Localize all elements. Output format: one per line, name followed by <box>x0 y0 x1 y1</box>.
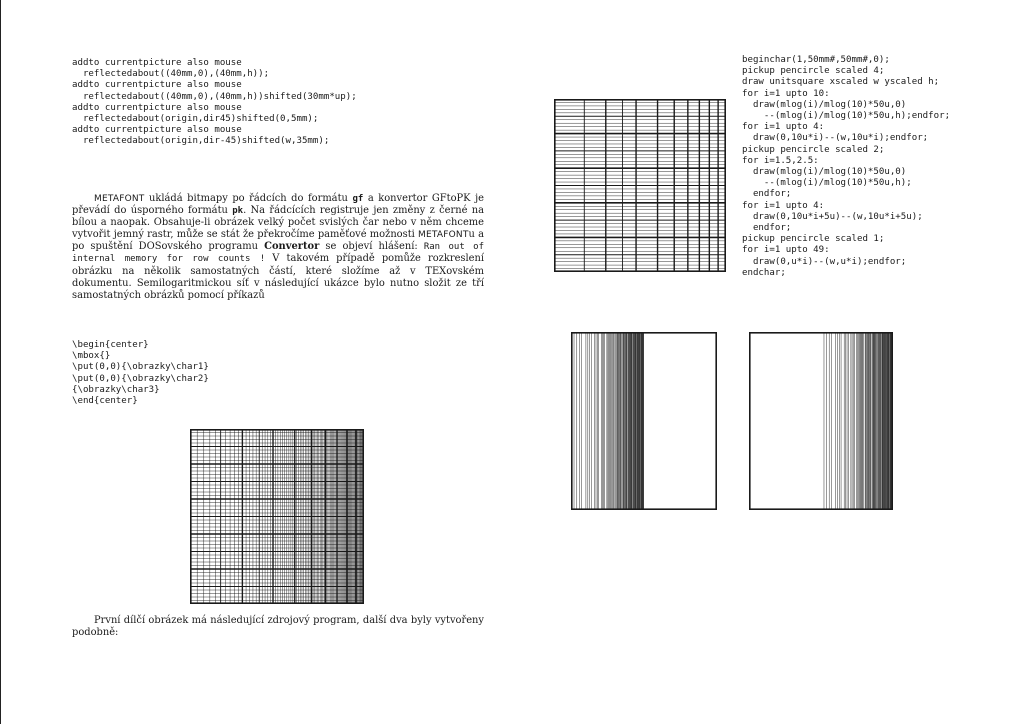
code-block-beginchar: beginchar(1,50mm#,50mm#,0); pickup pencircle scaled 4; draw unitsquare xscaled w yscaled h; for i=1 upto 10: draw(mlog(i)/mlog(10)*50u,0) --(mlog(i)/mlog(10)*50u,h);endfor; for i=1 upto 4: draw(0,10u*i)--(w,10u*i);endfor; pickup pencircle scaled 2; for i=1.5,2.5: draw(mlog(i)/mlog(10)*50u,0) --(mlog(i)/mlog(10)*50u,h); endfor; for i=1 upto 4: draw(0,10u*i+5u)--(w,10u*i+5u); endfor; pickup pencircle scaled 1; for i=1 upto 49: draw(0,u*i)--(w,u*i);endfor; endchar; <box>742 55 951 278</box>
page-left-border <box>0 0 1 724</box>
paragraph-metafont: METAFONT ukládá bitmapy po řádcích do formátu gf a konvertor GFtoPK je převádí do úsporného formátu pk. Na řádcících registruje jen změny z černé na bílou a naopak. Obsahuje-li obrázek velký počet svislých čar nebo v něm chceme vytvořit jemný rastr, může se stát že překročíme paměťové možnosti METAFONTu a po spuštění DOSovského programu Convertor se objeví hlášení: Ran out of internal memory for row counts ! V takovém případě pomůže rozkreslení obrázku na několik samostatných částí, které složíme až v TEXovském dokumentu. Semilogaritmickou síť v následující ukázce bylo nutno složit ze tří samostatných obrázků pomocí příkazů <box>72 193 484 301</box>
grid-frame <box>572 333 716 509</box>
semilog-grid-char2 <box>571 332 717 510</box>
semilog-grid-combined <box>190 429 364 604</box>
code-block-tex: \begin{center} \mbox{} \put(0,0){\obrazky\char1} \put(0,0){\obrazky\char2} {\obrazky\char3} \end{center} <box>72 340 209 407</box>
semilog-grid-char3 <box>749 332 893 510</box>
paragraph-first-image: První dílčí obrázek má následující zdrojový program, další dva byly vytvořeny podobně: <box>72 615 484 639</box>
code-block-addto: addto currentpicture also mouse reflectedabout((40mm,0),(40mm,h)); addto currentpicture also mouse reflectedabout((40mm,0),(40mm,h))shifted(30mm*up); addto currentpicture also mouse reflectedabout(origin,dir45)shifted(0,5mm); addto currentpicture also mouse reflectedabout(origin,dir-45)shifted(w,35mm); <box>72 58 357 147</box>
semilog-grid-char1 <box>554 99 726 272</box>
